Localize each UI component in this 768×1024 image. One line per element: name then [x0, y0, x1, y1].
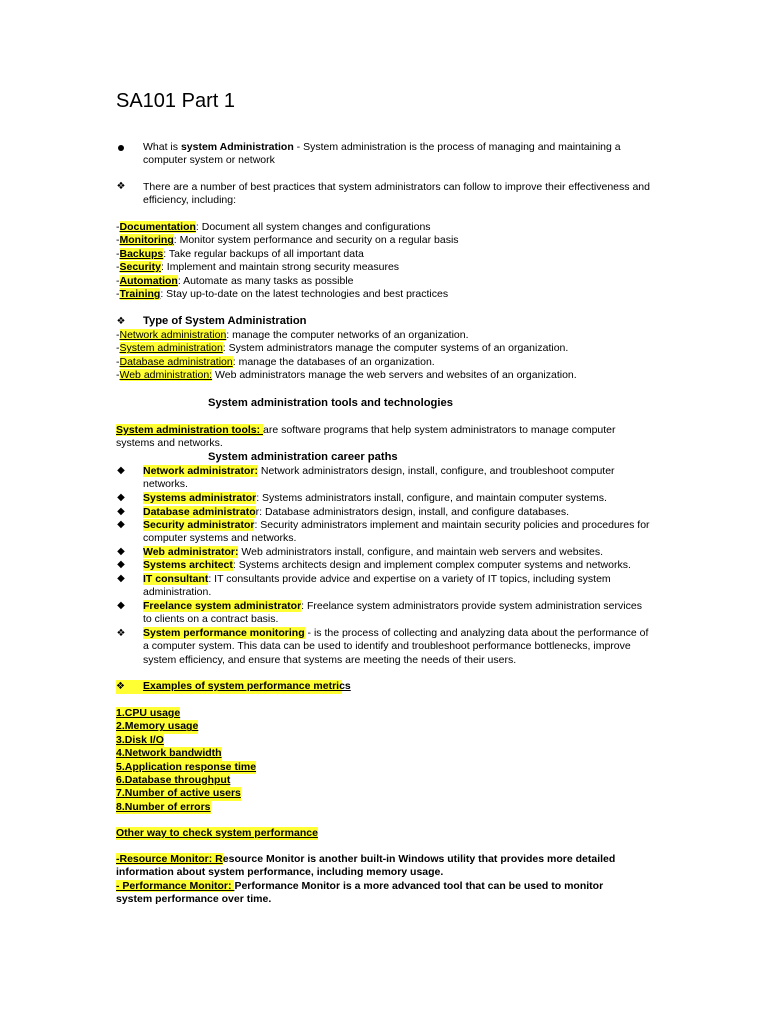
types-heading: Type of System Administration	[143, 315, 307, 327]
type-label: Database administration	[119, 355, 233, 368]
bullet-filled-diamond-icon: ◆	[117, 519, 125, 530]
bullet-diamond-icon: ❖	[116, 316, 126, 327]
practice-text: : Take regular backups of all important data	[163, 247, 364, 260]
career-text: : Systems architects design and implement complex computer systems and networks.	[232, 559, 631, 571]
practice-text: : Implement and maintain strong security measures	[160, 261, 400, 274]
career-heading: System administration career paths	[208, 451, 398, 463]
career-label: IT consultant	[143, 573, 209, 585]
bullet-filled-diamond-icon: ◆	[117, 573, 125, 584]
tools-text: are software programs that help system administrators to manage computer systems and networks.	[116, 424, 616, 450]
type-item: -Network administration: manage the computer networks of an organization.	[116, 329, 469, 341]
type-item: -Database administration: manage the databases of an organization.	[116, 355, 435, 368]
bullet-dot-icon	[114, 142, 128, 155]
intro-prefix: What is	[143, 141, 181, 153]
career-item	[143, 546, 653, 559]
bullet-diamond-outline-icon: ❖	[116, 181, 126, 192]
practice-text: : Monitor system performance and security on a regular basis	[173, 234, 459, 247]
career-text: : Security administrators implement and maintain security policies and procedures for computer systems and networks.	[143, 519, 650, 545]
intro-text: - System administration is the process of managing and maintaining a computer system or network	[143, 141, 621, 167]
intro-definition	[143, 141, 653, 168]
metrics-heading-highlight: ❖	[116, 680, 342, 694]
practice-item: -Backups: Take regular backups of all important data	[116, 247, 364, 260]
career-item	[143, 600, 653, 627]
resource-monitor-text: esource Monitor is another built-in Windows utility that provides more detailed information about system performance, including memory usage.	[116, 853, 616, 879]
bullet-filled-diamond-icon: ◆	[117, 492, 125, 503]
practice-item: -Documentation: Document all system changes and configurations	[116, 221, 431, 233]
type-label: Web administration:	[119, 369, 213, 382]
page-title: SA101 Part 1	[116, 90, 235, 112]
practice-label: Backups	[119, 247, 164, 260]
career-item	[143, 559, 653, 572]
metric-item: 2.Memory usage	[116, 720, 199, 733]
career-text: : IT consultants provide advice and expertise on a variety of IT topics, including system administration.	[143, 573, 611, 599]
bullet-diamond-outline-icon: ❖	[116, 628, 126, 639]
career-text: Web administrators install, configure, and maintain web servers and websites.	[238, 546, 604, 558]
performance-monitor-label: - Performance Monitor:	[116, 880, 235, 892]
practice-item: -Automation: Automate as many tasks as possible	[116, 274, 354, 287]
practice-text: : Automate as many tasks as possible	[177, 274, 354, 287]
bullet-filled-diamond-icon: ◆	[117, 465, 125, 476]
tools-heading: System administration tools and technologies	[208, 397, 453, 409]
performance-monitor-paragraph	[116, 880, 636, 907]
career-label: Freelance system administrator	[143, 600, 302, 612]
tools-label: System administration tools:	[116, 424, 264, 436]
career-label: Web administrator:	[143, 546, 239, 558]
monitoring-text: - is the process of collecting and analyzing data about the performance of a computer system. This data can be used to identify and troubleshoot performance bottlenecks, improve system efficiency, and ensure that systems are meeting the needs of their users.	[143, 627, 649, 666]
type-text: Web administrators manage the web servers and websites of an organization.	[212, 369, 577, 382]
type-text: : System administrators manage the computer systems of an organization.	[222, 342, 569, 355]
metric-item: 3.Disk I/O	[116, 733, 164, 746]
metric-item: 7.Number of active users	[116, 787, 241, 800]
career-label: Systems administrator	[143, 492, 257, 504]
resource-monitor-paragraph	[116, 853, 636, 880]
practice-label: Monitoring	[119, 234, 174, 247]
career-item	[143, 519, 653, 546]
practice-text: : Document all system changes and configurations	[195, 221, 431, 233]
metric-item: 4.Network bandwidth	[116, 747, 222, 760]
practice-item: -Monitoring: Monitor system performance and security on a regular basis	[116, 234, 459, 247]
practice-label: Documentation	[119, 221, 196, 233]
career-item	[143, 492, 653, 505]
monitoring-label: System performance monitoring	[143, 627, 305, 639]
bullet-filled-diamond-icon: ◆	[117, 559, 125, 570]
bullet-filled-diamond-icon: ◆	[117, 600, 125, 611]
practice-label: Training	[119, 288, 161, 300]
bullet-filled-diamond-icon: ◆	[117, 506, 125, 517]
career-label: Security administrator	[143, 519, 255, 531]
practice-label: Automation	[119, 274, 178, 287]
type-text: : manage the databases of an organization.	[232, 355, 435, 368]
career-label: Database administrato	[143, 506, 256, 518]
type-label: Network administration	[119, 329, 227, 341]
career-text: : Freelance system administrators provide system administration services to clients on a contract basis.	[143, 600, 642, 626]
metric-item: 1.CPU usage	[116, 707, 181, 719]
career-item	[143, 465, 653, 492]
intro-practices: There are a number of best practices that system administrators can follow to improve their effectiveness and efficiency, including:	[143, 181, 650, 207]
type-item: -Web administration: Web administrators manage the web servers and websites of an organization.	[116, 369, 577, 382]
type-label: System administration	[119, 342, 223, 355]
career-text: r: Database administrators design, install, and configure databases.	[255, 506, 570, 518]
career-text: : Systems administrators install, configure, and maintain computer systems.	[256, 492, 607, 504]
resource-monitor-label: -Resource Monitor: R	[116, 853, 223, 865]
metrics-heading: Examples of system performance metrics	[143, 680, 351, 692]
bullet-filled-diamond-icon: ◆	[117, 546, 125, 557]
metric-item: 6.Database throughput	[116, 774, 231, 786]
metric-item: 5.Application response time	[116, 760, 257, 773]
career-text: Network administrators design, install, configure, and troubleshoot computer networks.	[143, 465, 615, 491]
metric-item: 8.Number of errors	[116, 800, 211, 813]
practice-label: Security	[119, 261, 161, 274]
practice-text: : Stay up-to-date on the latest technologies and best practices	[160, 288, 449, 300]
career-item	[143, 506, 653, 519]
career-label: Network administrator:	[143, 465, 258, 477]
tools-paragraph	[116, 424, 646, 451]
monitoring-paragraph	[143, 627, 655, 667]
performance-monitor-text: Performance Monitor is a more advanced tool that can be used to monitor system performance over time.	[116, 880, 604, 906]
other-heading: Other way to check system performance	[116, 827, 318, 839]
career-label: Systems architect	[143, 559, 233, 571]
practice-item: -Security: Implement and maintain strong security measures	[116, 261, 400, 274]
intro-term: system Administration	[180, 141, 294, 153]
type-text: : manage the computer networks of an organization.	[226, 329, 469, 341]
practice-item: -Training: Stay up-to-date on the latest technologies and best practices	[116, 288, 449, 300]
type-item: -System administration: System administrators manage the computer systems of an organization.	[116, 342, 569, 355]
career-item	[143, 573, 653, 600]
